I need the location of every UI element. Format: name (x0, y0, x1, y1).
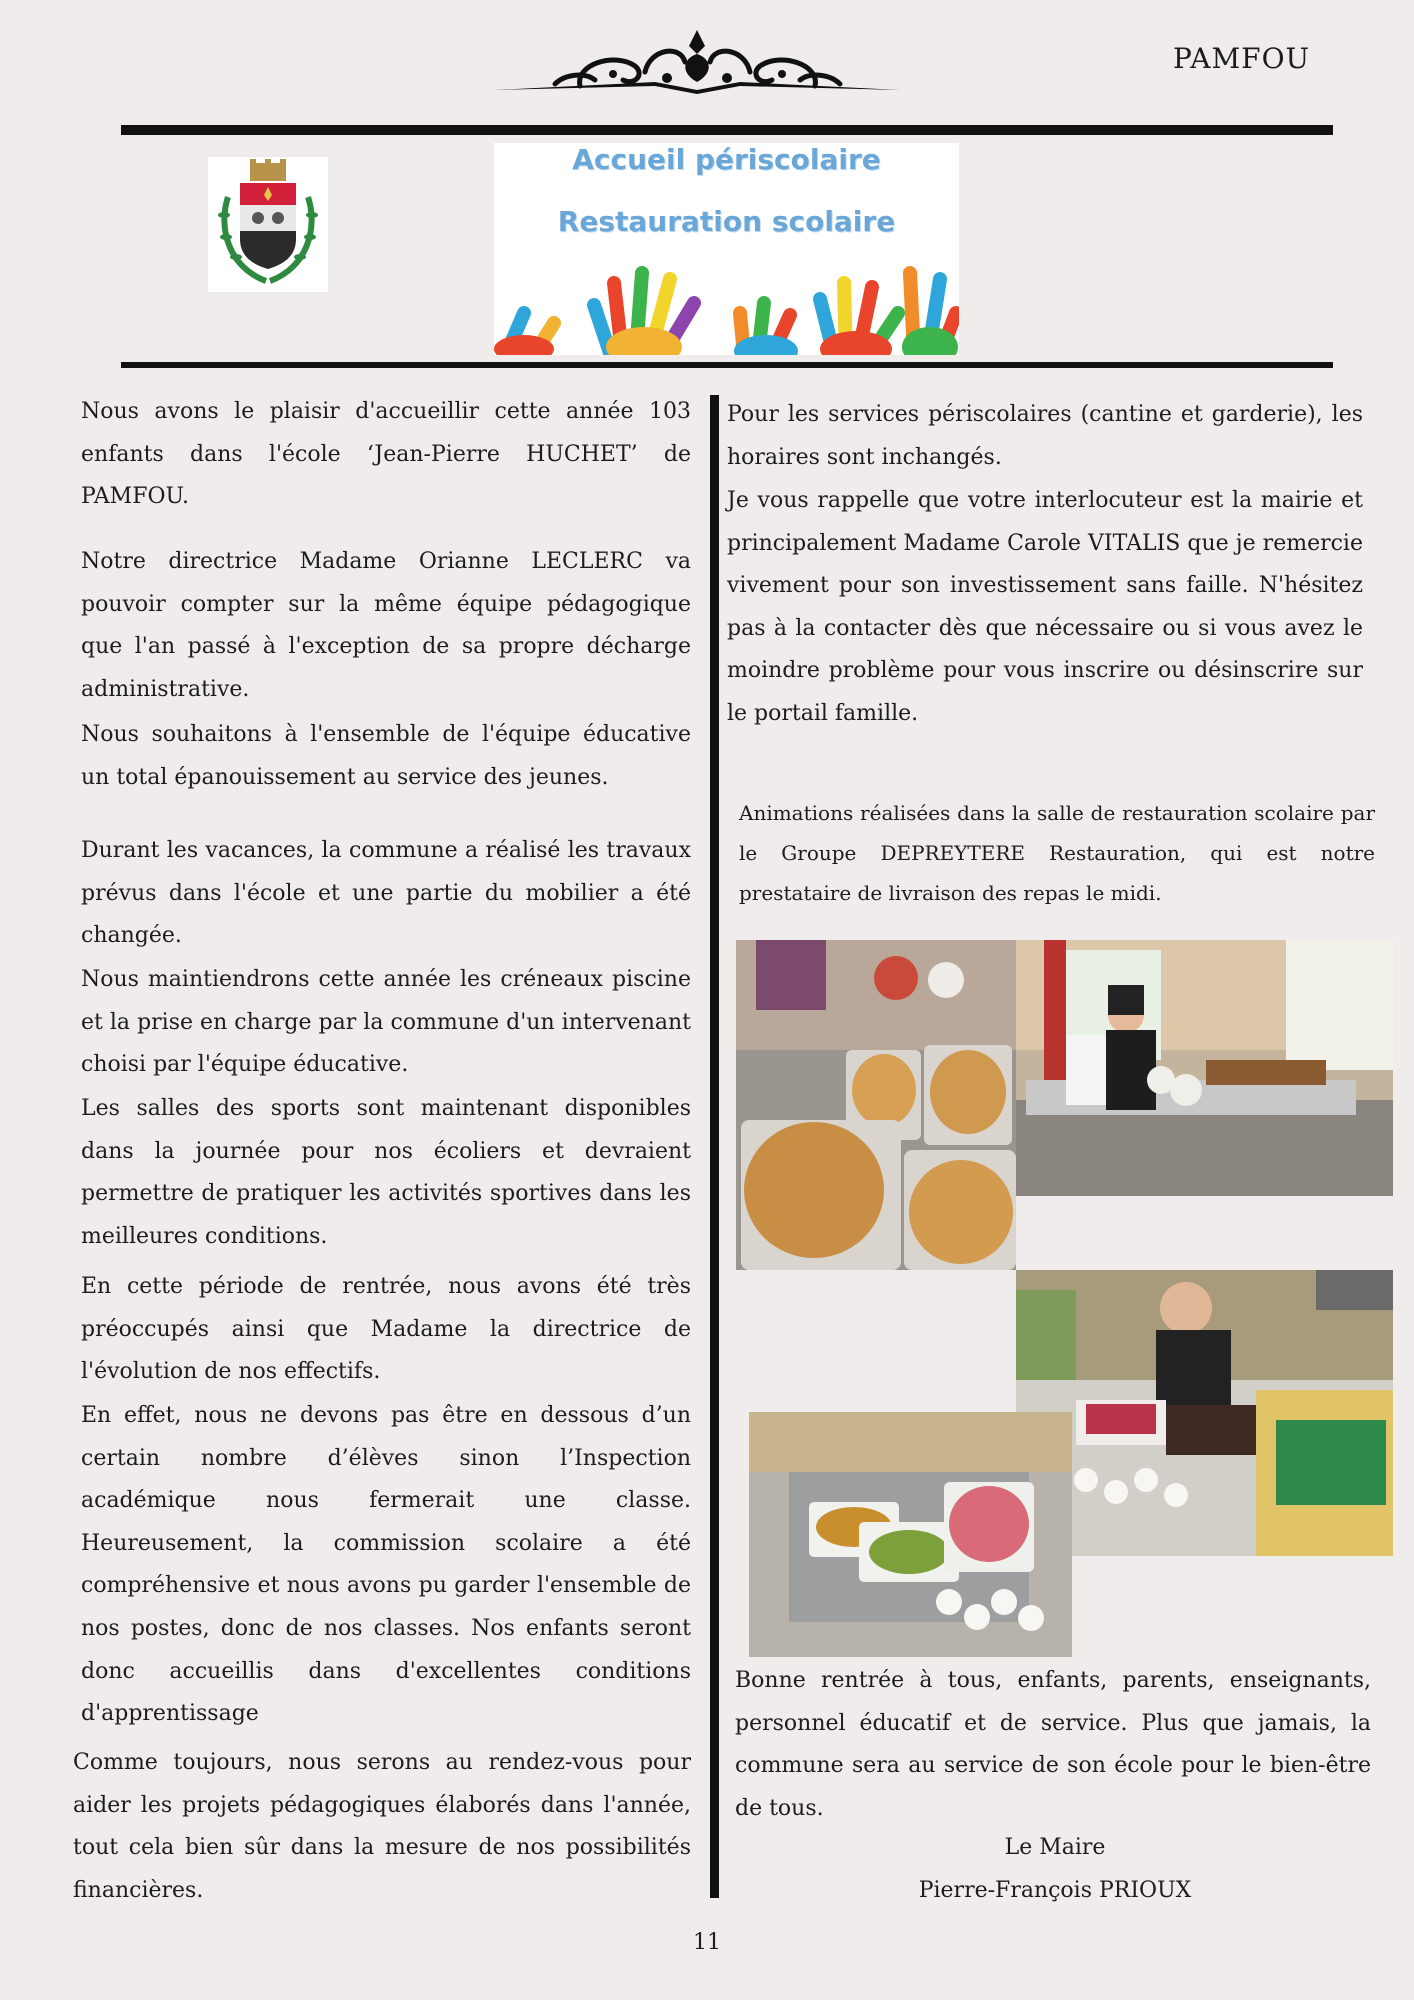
paragraph-works: Durant les vacances, la commune a réalisé les travaux prévus dans l'école et une partie du mobilier a été changée. (81, 838, 691, 949)
page-number: 11 (693, 1930, 721, 1955)
dessert-table-photo (749, 1412, 1072, 1657)
header-top-rule (121, 125, 1333, 135)
paragraph-enrollment: Nous avons le plaisir d'accueillir cette année 103 enfants dans l'école ‘Jean-Pierre HUCHET’ de PAMFOU. (81, 399, 691, 510)
chef-serving-photo-icon (1016, 940, 1393, 1196)
paragraph-periscolaire: Pour les services périscolaires (cantine et garderie), les horaires sont inchangés. (727, 402, 1363, 470)
coat-of-arms-icon (208, 157, 328, 292)
crepes-photo-icon (736, 940, 1016, 1270)
paragraph-director: Notre directrice Madame Orianne LECLERC va pouvoir compter sur la même équipe pédagogique que l'an passé à l'exception de sa propre décharge administrative. (81, 549, 691, 702)
paragraph-enrollment-concern: En cette période de rentrée, nous avons été très préoccupés ainsi que Madame la directrice de l'évolution de nos effectifs. (81, 1274, 691, 1385)
crest (208, 157, 328, 292)
painted-hands-icon (494, 243, 959, 355)
column-divider (710, 395, 719, 1898)
paragraph-wishes: Nous souhaitons à l'ensemble de l'équipe éducative un total épanouissement au service des jeunes. (81, 722, 691, 790)
banner (494, 143, 959, 355)
paragraph-swimming: Nous maintiendrons cette année les créneaux piscine et la prise en charge par la commune d'un intervenant choisi par l'équipe éducative. (81, 967, 691, 1078)
paragraph-contact: Je vous rappelle que votre interlocuteur est la mairie et principalement Madame Carole VITALIS que je remercie vivement pour son investissement sans faille. N'hésitez pas à la contacter dès que nécessaire ou si vous avez le moindre problème pour vous inscrire ou désinscrire sur le portail famille. (727, 488, 1363, 726)
banner-title-restauration: Restauration scolaire (557, 205, 896, 238)
signature-title: Le Maire (1004, 1835, 1106, 1860)
decorative-flourish-icon (495, 24, 900, 106)
paragraph-class-closure: En effet, nous ne devons pas être en dessous d’un certain nombre d’élèves sinon l’Inspection académique nous fermerait une classe. Heureusement, la commission scolaire a été compréhensive et nous avons pu garder l'ensemble de nos postes, donc de nos classes. Nos enfants seront donc accueillis dans d'excellentes conditions d'apprentissage (81, 1403, 691, 1727)
signature-name: Pierre-François PRIOUX (918, 1878, 1192, 1903)
ice-cream-serving-photo (1016, 1270, 1393, 1556)
photo-caption: Animations réalisées dans la salle de restauration scolaire par le Groupe DEPREYTERE Restauration, qui est notre prestataire de livraison des repas le midi. (739, 801, 1375, 905)
chef-serving-photo (1016, 940, 1393, 1196)
town-name: PAMFOU (1173, 42, 1311, 75)
banner-title-periscolaire: Accueil périscolaire (572, 143, 881, 176)
paragraph-closing: Bonne rentrée à tous, enfants, parents, enseignants, personnel éducatif et de service. Plus que jamais, la commune sera au service de son école pour le bien-être de tous. (735, 1668, 1371, 1821)
header-bottom-rule (121, 362, 1333, 368)
ice-cream-serving-photo-icon (1016, 1270, 1393, 1556)
crepes-photo (736, 940, 1016, 1270)
paragraph-projects: Comme toujours, nous serons au rendez-vous pour aider les projets pédagogiques élaborés dans l'année, tout cela bien sûr dans la mesure de nos possibilités financières. (73, 1750, 691, 1903)
dessert-table-photo-icon (749, 1412, 1072, 1657)
paragraph-sports: Les salles des sports sont maintenant disponibles dans la journée pour nos écoliers et devraient permettre de pratiquer les activités sportives dans les meilleures conditions. (81, 1096, 691, 1249)
